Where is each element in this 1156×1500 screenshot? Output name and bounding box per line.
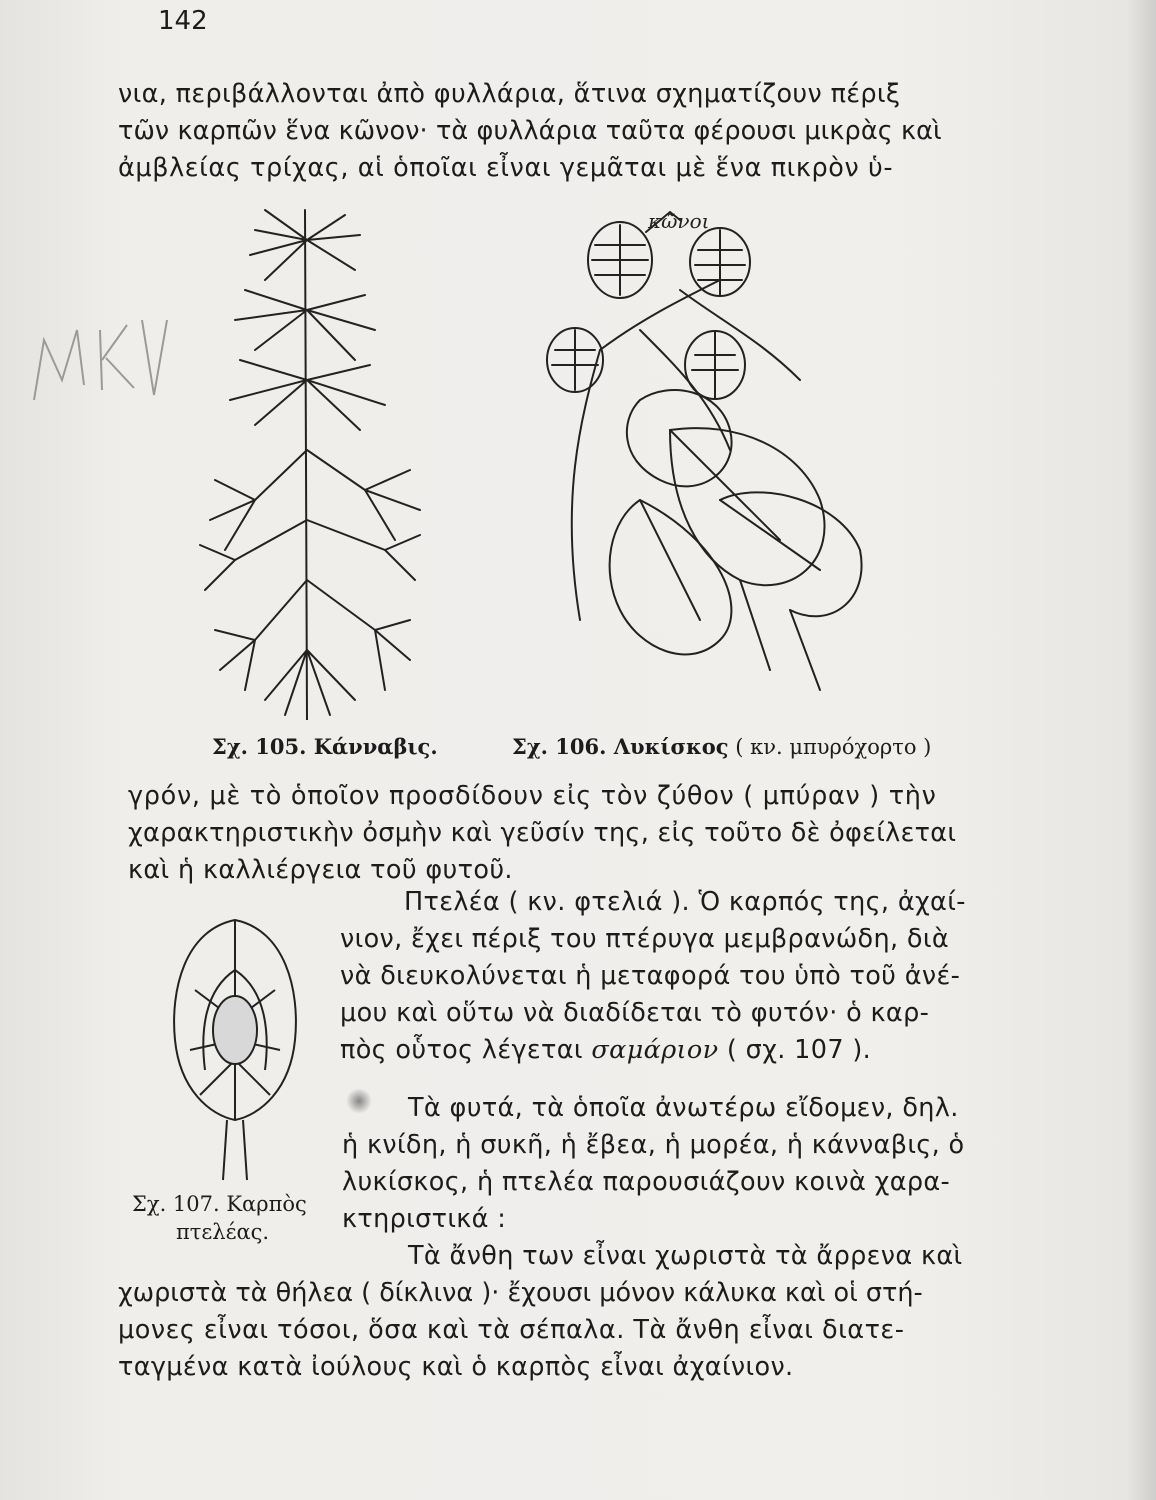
text-line: μου καὶ οὕτω νὰ διαδίδεται τὸ φυτόν· ὁ καρ-: [340, 998, 930, 1028]
top-paragraph: [118, 76, 942, 187]
text-line: νιον, ἔχει πέριξ του πτέρυγα μεμβρανώδη, διὰ: [340, 924, 949, 954]
text-fragment: πὸς οὗτος λέγεται: [340, 1035, 583, 1065]
text-line: Τὰ φυτά, τὰ ὁποῖα ἀνωτέρω εἴδομεν, δηλ.: [408, 1093, 959, 1123]
page-number: 142: [158, 6, 208, 36]
text-line: λυκίσκος, ἡ πτελέα παρουσιάζουν κοινὰ χαρα-: [342, 1167, 951, 1197]
text-line: ἀμβλείας τρίχας, αἱ ὁποῖαι εἶναι γεμᾶται μὲ ἕνα πικρὸν ὑ-: [118, 153, 894, 183]
middle-paragraph: [128, 778, 956, 889]
figure-105-caption: Σχ. 105. Κάνναβις.: [212, 734, 438, 759]
text-line: τῶν καρπῶν ἕνα κῶνον· τὰ φυλλάρια ταῦτα φέρουσι μικρὰς καὶ: [118, 116, 942, 146]
text-line: νὰ διευκολύνεται ἡ μεταφορά του ὑπὸ τοῦ ἀνέ-: [340, 961, 961, 991]
text-line: χωριστὰ τὰ θήλεα ( δίκλινα )· ἔχουσι μόνον κάλυκα καὶ οἱ στή-: [118, 1278, 923, 1308]
text-line: ταγμένα κατὰ ἰούλους καὶ ὁ καρπὸς εἶναι ἀχαίνιον.: [118, 1352, 794, 1382]
summary-paragraph: [342, 1090, 965, 1238]
figure-107-caption-line2: πτελέας.: [176, 1220, 270, 1244]
figure-106-caption-title: Σχ. 106. Λυκίσκος: [512, 734, 729, 759]
hemp-plant-illustration: [195, 200, 425, 720]
samarion-term: σαμάριον: [591, 1035, 719, 1065]
final-paragraph: [118, 1238, 963, 1386]
text-line: κτηριστικά :: [342, 1204, 507, 1234]
ink-smudge: [346, 1088, 372, 1114]
elm-samara-illustration: [165, 910, 305, 1185]
text-line: χαρακτηριστικὴν ὀσμὴν καὶ γεῦσίν της, εἰς τοῦτο δὲ ὀφείλεται: [128, 818, 957, 848]
figure-107-caption-line1: Σχ. 107. Καρπὸς: [132, 1192, 307, 1216]
text-line: Πτελέα ( κν. φτελιά ). Ὁ καρπός της, ἀχαί-: [404, 887, 966, 917]
ptelea-paragraph: [340, 884, 966, 1069]
text-line: μονες εἶναι τόσοι, ὅσα καὶ τὰ σέπαλα. Τὰ ἄνθη εἶναι διατε-: [118, 1315, 905, 1345]
text-line: γρόν, μὲ τὸ ὁποῖον προσδίδουν εἰς τὸν ζύθον ( μπύραν ) τὴν: [128, 781, 937, 811]
cones-annotation: κῶνοι: [648, 209, 710, 233]
handwritten-margin-mark: [22, 300, 172, 414]
text-line: ἡ κνίδη, ἡ συκῆ, ἡ ἔβεα, ἡ μορέα, ἡ κάνναβις, ὁ: [342, 1130, 965, 1160]
text-line: καὶ ἡ καλλιέργεια τοῦ φυτοῦ.: [128, 855, 513, 885]
book-spine-shadow: [1126, 0, 1156, 1500]
text-fragment: ( σχ. 107 ).: [726, 1035, 872, 1065]
text-line: Τὰ ἄνθη των εἶναι χωριστὰ τὰ ἄρρενα καὶ: [408, 1241, 963, 1271]
figure-106-caption-common-name: ( κν. μπυρόχορτο ): [735, 735, 932, 759]
text-line: νια, περιβάλλονται ἀπὸ φυλλάρια, ἅτινα σχηματίζουν πέριξ: [118, 79, 901, 109]
figure-106-caption: [512, 734, 931, 759]
text-line: [340, 1032, 966, 1069]
hops-plant-illustration: [520, 200, 880, 720]
